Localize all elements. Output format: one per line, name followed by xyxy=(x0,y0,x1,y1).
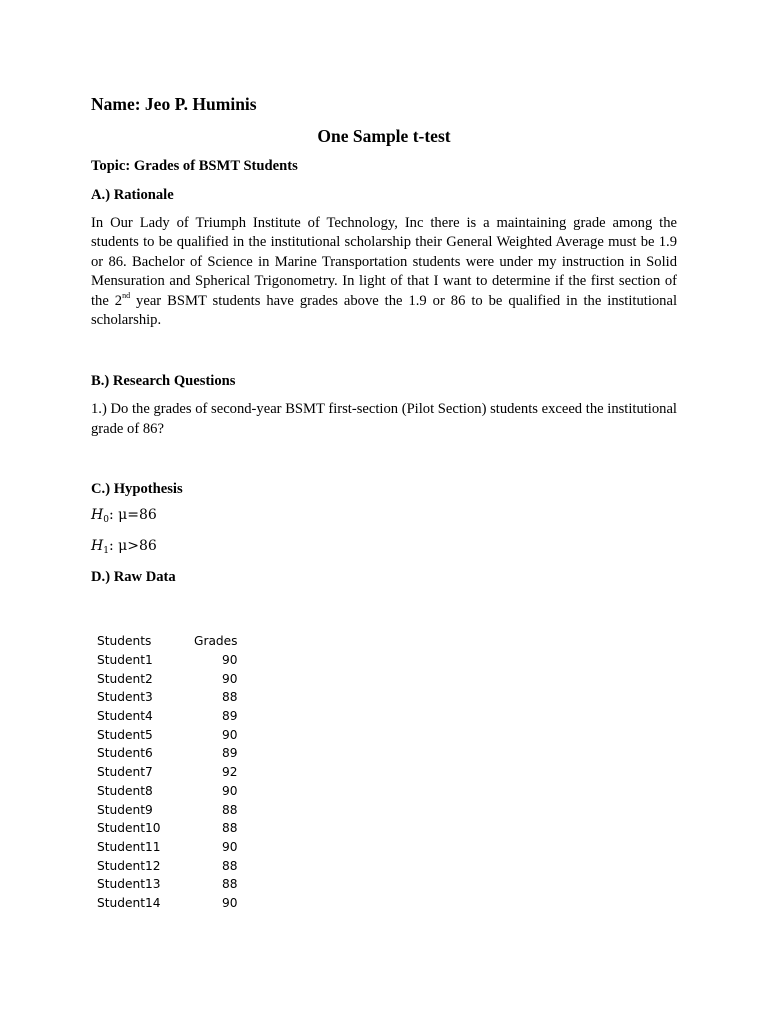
student-cell: Student12 xyxy=(97,858,161,873)
grade-cell: 90 xyxy=(222,653,238,668)
rationale-text-part1: In Our Lady of Triumph Institute of Technology, Inc there is a maintaining grade among the students to be qualified in the institutional scholarship their General Weighted Average must be 1.9 or 86. Bachelor of Science in Marine Transportation students were under my instruction in Solid Mensuration and Spherical Trigonometry. In light of that I want to determine if the first section of the 2 xyxy=(91,215,677,309)
research-questions-heading: B.) Research Questions xyxy=(91,373,236,390)
h0-subscript: 0 xyxy=(103,515,109,526)
grade-cell: 88 xyxy=(222,690,238,705)
student-cell: Student6 xyxy=(97,746,153,761)
table-row xyxy=(97,819,238,838)
hypothesis-heading: C.) Hypothesis xyxy=(91,481,183,498)
h0-relation: : μ=86 xyxy=(108,507,157,524)
table-row xyxy=(97,875,238,894)
table-row xyxy=(97,725,238,744)
h1-subscript: 1 xyxy=(103,546,109,557)
grades-table xyxy=(97,632,238,912)
table-row xyxy=(97,894,238,913)
student-cell: Student5 xyxy=(97,727,153,742)
table-row xyxy=(97,688,238,707)
rationale-heading: A.) Rationale xyxy=(91,187,174,203)
rationale-section xyxy=(91,185,677,330)
document-topic: Topic: Grades of BSMT Students xyxy=(91,158,298,174)
student-cell: Student3 xyxy=(97,690,153,705)
grade-cell: 88 xyxy=(222,821,238,836)
grade-cell: 88 xyxy=(222,802,238,817)
table-row xyxy=(97,651,238,670)
student-cell: Student4 xyxy=(97,709,153,724)
ordinal-suffix: nd xyxy=(122,290,131,300)
rationale-text xyxy=(91,214,677,330)
document-page xyxy=(91,93,677,587)
grade-cell: 88 xyxy=(222,877,238,892)
table-row xyxy=(97,800,238,819)
raw-data-section xyxy=(91,567,677,587)
student-name: Name: Jeo P. Huminis xyxy=(91,94,257,114)
research-questions-section xyxy=(91,371,677,439)
raw-data-heading: D.) Raw Data xyxy=(91,569,176,586)
student-cell: Student11 xyxy=(97,839,161,854)
student-cell: Student10 xyxy=(97,821,161,836)
column-header-students: Students xyxy=(97,634,152,649)
table-row xyxy=(97,744,238,763)
document-title: One Sample t-test xyxy=(317,126,451,146)
grade-cell: 90 xyxy=(222,895,238,910)
student-cell: Student14 xyxy=(97,895,161,910)
null-hypothesis xyxy=(91,505,677,525)
table-header-row xyxy=(97,632,238,651)
table-row xyxy=(97,838,238,857)
hypothesis-section xyxy=(91,479,677,556)
student-cell: Student2 xyxy=(97,671,153,686)
student-cell: Student1 xyxy=(97,653,153,668)
table-row xyxy=(97,856,238,875)
grade-cell: 88 xyxy=(222,858,238,873)
h1-relation: : μ>86 xyxy=(108,538,157,555)
column-header-grades: Grades xyxy=(194,634,238,649)
grade-cell: 89 xyxy=(222,746,238,761)
grade-cell: 90 xyxy=(222,783,238,798)
h1-symbol: H xyxy=(91,538,104,555)
table-row xyxy=(97,782,238,801)
grade-cell: 92 xyxy=(222,765,238,780)
grade-cell: 90 xyxy=(222,727,238,742)
grade-cell: 90 xyxy=(222,839,238,854)
table-row xyxy=(97,669,238,688)
alternative-hypothesis xyxy=(91,536,677,556)
h0-symbol: H xyxy=(91,507,104,524)
student-cell: Student9 xyxy=(97,802,153,817)
student-cell: Student7 xyxy=(97,765,153,780)
student-cell: Student8 xyxy=(97,783,153,798)
research-question-1: 1.) Do the grades of second-year BSMT first-section (Pilot Section) students exceed the institutional grade of 86? xyxy=(91,401,677,437)
grade-cell: 90 xyxy=(222,671,238,686)
student-cell: Student13 xyxy=(97,877,161,892)
grade-cell: 89 xyxy=(222,709,238,724)
table-row xyxy=(97,707,238,726)
rationale-text-part2: year BSMT students have grades above the 1.9 or 86 to be qualified in the institutional scholarship. xyxy=(91,292,677,329)
table-row xyxy=(97,763,238,782)
